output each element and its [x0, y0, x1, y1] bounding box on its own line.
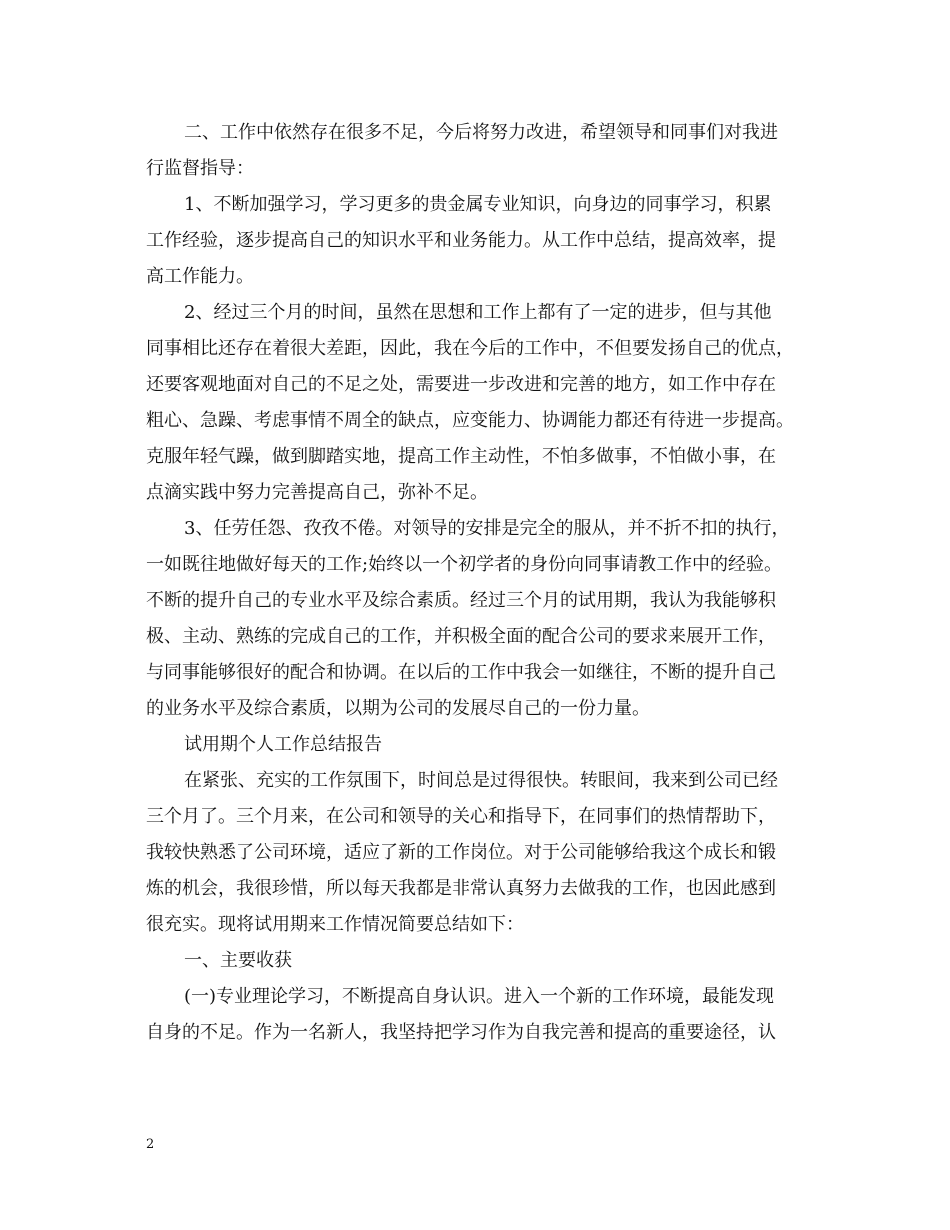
text-line: 不断的提升自己的专业水平及综合素质。经过三个月的试用期，我认为我能够积 [146, 590, 776, 611]
text-line: 行监督指导： [146, 158, 254, 179]
text-line: 粗心、急躁、考虑事情不周全的缺点，应变能力、协调能力都还有待进一步提高。 [146, 410, 794, 431]
subsection-heading: 一、主要收获 [184, 950, 292, 971]
text-line: (一)专业理论学习，不断提高自身认识。进入一个新的工作环境，最能发现 [184, 986, 775, 1007]
text-line: 3、任劳任怨、孜孜不倦。对领导的安排是完全的服从，并不折不扣的执行， [184, 518, 790, 539]
text-line: 克服年轻气躁，做到脚踏实地，提高工作主动性，不怕多做事，不怕做小事，在 [146, 446, 776, 467]
section-heading: 试用期个人工作总结报告 [184, 734, 382, 755]
text-line: 三个月了。三个月来，在公司和领导的关心和指导下，在同事们的热情帮助下， [146, 806, 776, 827]
text-line: 很充实。现将试用期来工作情况简要总结如下： [146, 914, 524, 935]
text-line: 点滴实践中努力完善提高自己，弥补不足。 [146, 482, 488, 503]
text-line: 高工作能力。 [146, 266, 254, 287]
text-line: 1、不断加强学习，学习更多的贵金属专业知识，向身边的同事学习，积累 [184, 194, 772, 215]
page-number: 2 [146, 1137, 155, 1152]
text-line: 工作经验，逐步提高自己的知识水平和业务能力。从工作中总结，提高效率，提 [146, 230, 776, 251]
text-line: 同事相比还存在着很大差距，因此，我在今后的工作中，不但要发扬自己的优点， [146, 338, 794, 359]
text-line: 二、工作中依然存在很多不足，今后将努力改进，希望领导和同事们对我进 [184, 122, 778, 143]
text-line: 自身的不足。作为一名新人，我坚持把学习作为自我完善和提高的重要途径，认 [146, 1022, 776, 1043]
text-line: 一如既往地做好每天的工作;始终以一个初学者的身份向同事请教工作中的经验。 [146, 554, 783, 575]
text-line: 还要客观地面对自己的不足之处，需要进一步改进和完善的地方，如工作中存在 [146, 374, 776, 395]
text-line: 炼的机会，我很珍惜，所以每天我都是非常认真努力去做我的工作，也因此感到 [146, 878, 776, 899]
text-line: 我较快熟悉了公司环境，适应了新的工作岗位。对于公司能够给我这个成长和锻 [146, 842, 776, 863]
text-line: 与同事能够很好的配合和协调。在以后的工作中我会一如继往，不断的提升自己 [146, 662, 776, 683]
text-line: 在紧张、充实的工作氛围下，时间总是过得很快。转眼间，我来到公司已经 [184, 770, 778, 791]
text-line: 的业务水平及综合素质，以期为公司的发展尽自己的一份力量。 [146, 698, 650, 719]
text-line: 极、主动、熟练的完成自己的工作，并积极全面的配合公司的要求来展开工作， [146, 626, 776, 647]
text-line: 2、经过三个月的时间，虽然在思想和工作上都有了一定的进步，但与其他 [184, 302, 772, 323]
